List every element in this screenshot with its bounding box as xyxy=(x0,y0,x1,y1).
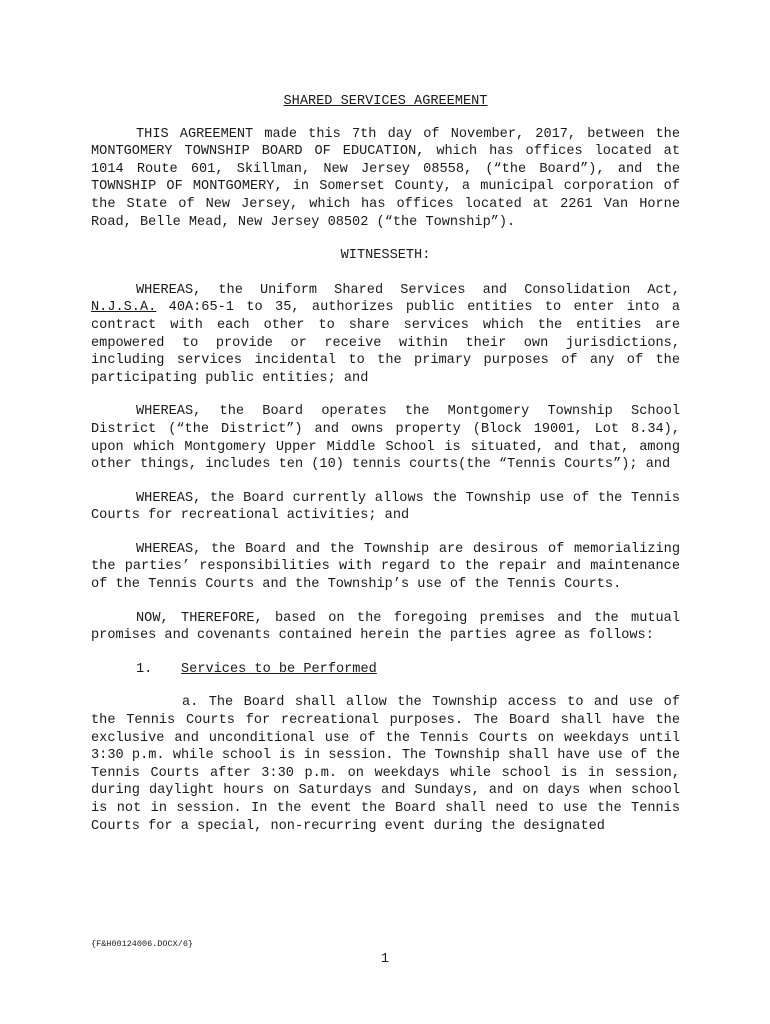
section-1-paragraph-a: a. The Board shall allow the Township access to and use of the Tennis Courts for recreational purposes. The Board shall have the exclusive and unconditional use of the Tennis Courts on weekdays until 3:30 p.m. while school is in session. The Township shall have use of the Tennis Courts after 3:30 p.m. on weekdays while school is in session, during daylight hours on Saturdays and Sundays, and on days when school is not in session. In the event the Board shall need to use the Tennis Courts for a special, non-recurring event during the designated xyxy=(91,695,680,834)
statute-citation: N.J.S.A. xyxy=(91,300,157,316)
page-number: 1 xyxy=(380,952,390,967)
whereas-1-lead: WHEREAS, the Uniform Shared Services and Consolidation Act, xyxy=(136,282,680,298)
section-1-number: 1. xyxy=(136,661,153,677)
section-1-title: Services to be Performed xyxy=(181,661,377,677)
whereas-paragraph-1 xyxy=(91,282,680,388)
document-body xyxy=(91,93,680,835)
now-therefore-paragraph: NOW, THEREFORE, based on the foregoing premises and the mutual promises and covenants contained herein the parties agree as follows: xyxy=(91,610,680,644)
whereas-paragraph-4: WHEREAS, the Board and the Township are desirous of memorializing the parties’ responsibilities with regard to the repair and maintenance of the Tennis Courts and the Township’s use of the Tennis Courts. xyxy=(91,541,680,593)
whereas-1-rest: 40A:65-1 to 35, authorizes public entities to enter into a contract with each other to share services which the entities are empowered to provide or receive within their own jurisdictions, including services incidental to the primary purposes of any of the participating public entities; and xyxy=(91,300,680,386)
footer-document-code: {F&H00124006.DOCX/6} xyxy=(91,939,194,949)
intro-paragraph: THIS AGREEMENT made this 7th day of November, 2017, between the MONTGOMERY TOWNSHIP BOARD OF EDUCATION, which has offices located at 1014 Route 601, Skillman, New Jersey 08558, (“the Board”), and the TOWNSHIP OF MONTGOMERY, in Somerset County, a municipal corporation of the State of New Jersey, which has offices located at 2261 Van Horne Road, Belle Mead, New Jersey 08502 (“the Township”). xyxy=(91,126,680,230)
whereas-paragraph-3: WHEREAS, the Board currently allows the Township use of the Tennis Courts for recreational activities; and xyxy=(91,490,680,524)
whereas-paragraph-2: WHEREAS, the Board operates the Montgomery Township School District (“the District”) and owns property (Block 19001, Lot 8.34), upon which Montgomery Upper Middle School is situated, and that, among other things, includes ten (10) tennis courts(the “Tennis Courts”); and xyxy=(91,404,680,473)
section-1-heading xyxy=(91,661,680,679)
witnesseth-heading: WITNESSETH: xyxy=(340,248,431,264)
document-title: SHARED SERVICES AGREEMENT xyxy=(283,94,488,109)
